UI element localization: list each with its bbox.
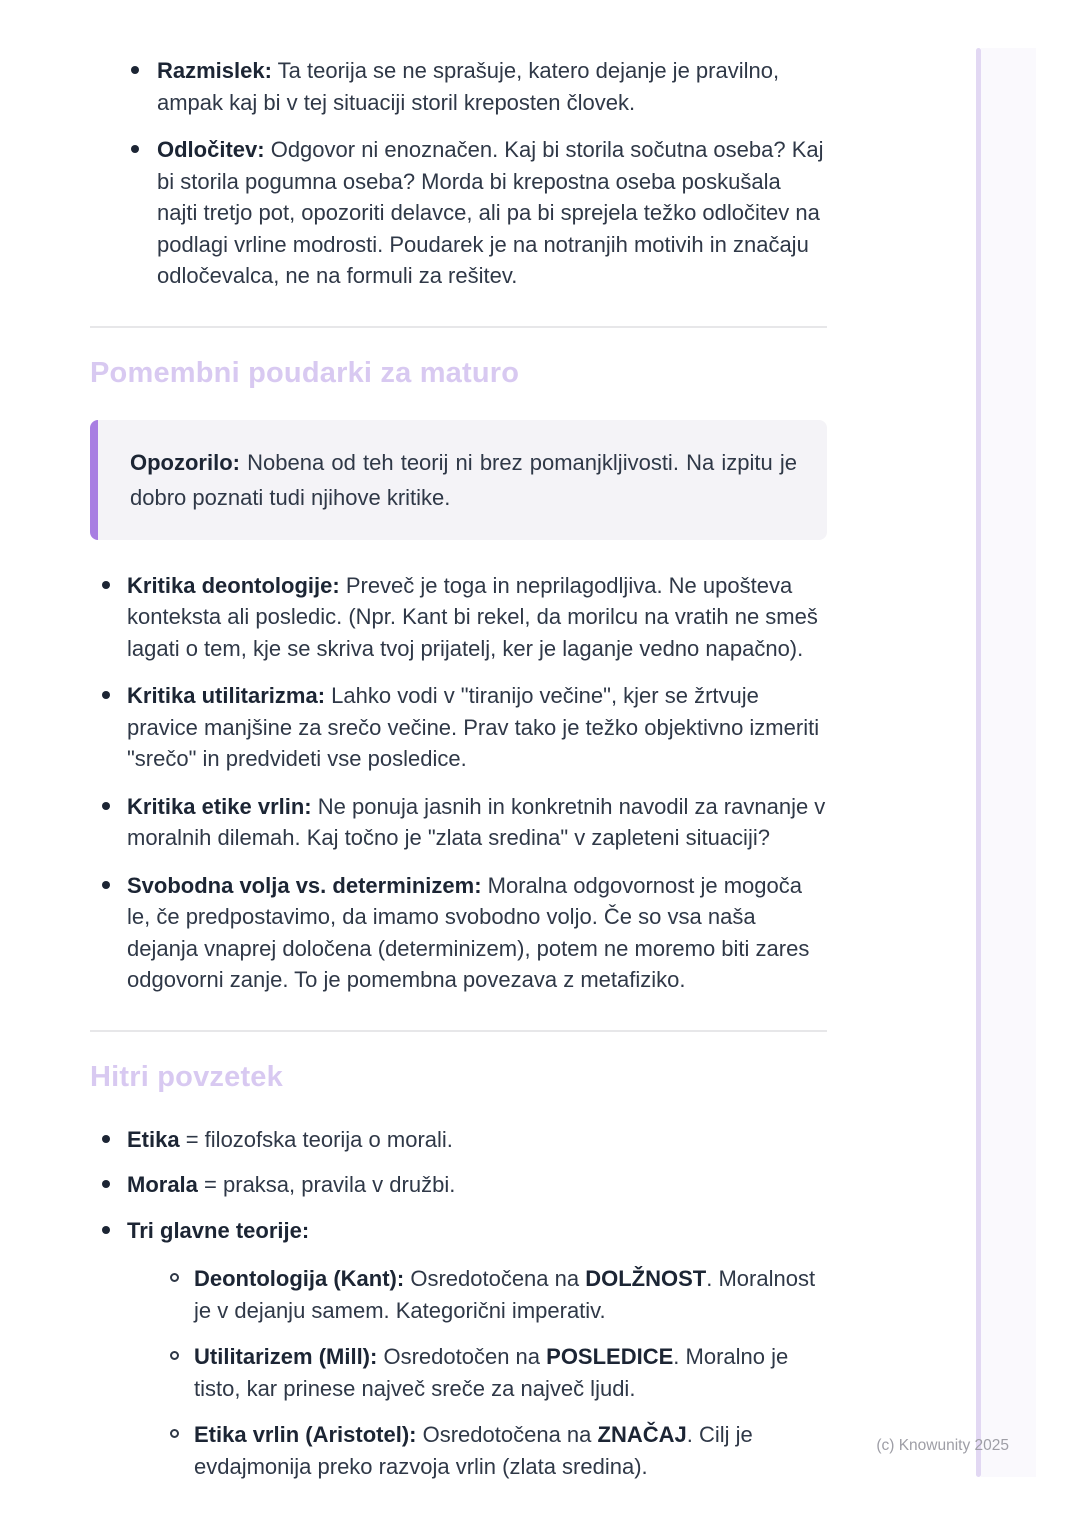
callout-text: Nobena od teh teorij ni brez pomanjkljivosti. Na izpitu je dobro poznati tudi njihove kritike. (130, 449, 797, 510)
section-divider (90, 1030, 827, 1032)
section-title: Hitri povzetek (90, 1060, 283, 1093)
list-item-etika (90, 1124, 827, 1156)
list-item-lead: Utilitarizem (Mill): (194, 1344, 378, 1369)
list-item-kritika-utilitarizma (90, 680, 827, 775)
bullet-icon (102, 1226, 110, 1234)
bullet-icon (102, 691, 110, 699)
bullet-icon (102, 581, 110, 589)
list-item-text: Preveč je toga in neprilagodljiva. Ne upošteva konteksta ali posledic. (Npr. Kant bi rekel, da morilcu na vratih ne smeš lagati o tem, kje se skriva tvoj prijatelj, ker je laganje vedno napačno). (127, 572, 818, 661)
list-item-text: Lahko vodi v "tiranijo večine", kjer se žrtvuje pravice manjšine za srečo večine. Prav tako je težko objektivno izmeriti "srečo" in predvideti vse posledice. (127, 683, 820, 771)
list-item-text: Ta teorija se ne sprašuje, katero dejanje je pravilno, ampak kaj bi v tej situaciji storil kreposten človek. (157, 58, 780, 115)
list-item-kritika-etike-vrlin (90, 791, 827, 854)
list-item-lead: Deontologija (Kant): (194, 1266, 405, 1291)
list-item-tri-glavne-teorije (90, 1215, 827, 1483)
page-edge-panel (981, 48, 1036, 1477)
list-item-text: . Moralno je tisto, kar prinese največ sreče za največ ljudi. (194, 1344, 789, 1401)
bullet-icon (102, 1180, 110, 1188)
circle-bullet-icon (170, 1273, 179, 1282)
bullet-icon (102, 881, 110, 889)
theories-sublist (127, 1263, 827, 1482)
list-item-lead: Kritika etike vrlin: (127, 793, 312, 819)
list-item-lead: Etika (127, 1126, 180, 1152)
list-item-svobodna-volja (90, 870, 827, 996)
list-item-lead: Etika vrlin (Aristotel): (194, 1422, 417, 1447)
callout-lead: Opozorilo: (130, 449, 240, 475)
list-item-lead: Tri glavne teorije: (127, 1217, 310, 1243)
list-item-kritika-deontologije (90, 570, 827, 665)
list-item-text: . Cilj je evdajmonija preko razvoja vrlin (zlata sredina). (194, 1422, 753, 1479)
virtue-ethics-list (90, 55, 827, 292)
list-item-strong: DOLŽNOST (585, 1266, 707, 1291)
page-edge-line (976, 48, 981, 1477)
summary-list (90, 1124, 827, 1483)
list-item-text: = filozofska teorija o morali. (185, 1126, 453, 1152)
section-pomembni-poudarki (90, 356, 827, 996)
circle-bullet-icon (170, 1429, 179, 1438)
list-item-lead: Kritika deontologije: (127, 572, 340, 598)
list-item-text: Osredotočena na (410, 1266, 580, 1291)
list-item-lead: Odločitev: (157, 137, 265, 162)
bullet-icon (131, 145, 139, 153)
list-item-odlocitev (90, 134, 827, 292)
warning-callout (90, 420, 827, 540)
list-item-text: Moralna odgovornost je mogoča le, če predpostavimo, da imamo svobodno voljo. Če so vsa naša dejanja vnaprej določena (determinizem), potem ne moremo biti zares odgovorni zanje. To je pomembna povezava z metafiziko. (127, 872, 810, 992)
criticism-list (90, 570, 827, 996)
section-divider (90, 326, 827, 328)
circle-bullet-icon (170, 1351, 179, 1360)
bullet-icon (102, 1135, 110, 1143)
list-item-deontologija (127, 1263, 827, 1326)
list-item-utilitarizem (127, 1341, 827, 1404)
list-item-lead: Kritika utilitarizma: (127, 683, 326, 708)
list-item-razmislek (90, 55, 827, 118)
list-item-etika-vrlin (127, 1419, 827, 1482)
section-title: Pomembni poudarki za maturo (90, 356, 520, 389)
list-item-text: Osredotočen na (383, 1344, 541, 1369)
section-hitri-povzetek (90, 1060, 827, 1483)
list-item-lead: Razmislek: (157, 58, 272, 83)
list-item-text: . Moralnost je v dejanju samem. Kategorični imperativ. (194, 1266, 816, 1323)
list-item-text: Odgovor ni enoznačen. Kaj bi storila sočutna oseba? Kaj bi storila pogumna oseba? Morda bi krepostna oseba poskušala najti tretjo pot, opozoriti delavce, ali pa bi sprejela težko odločitev na podlagi vrline modrosti. Poudarek je na notranjih motivih in značaju odločevalca, ne na formuli za rešitev. (157, 137, 824, 288)
list-item-text: Osredotočena na (422, 1422, 592, 1447)
list-item-lead: Svobodna volja vs. determinizem: (127, 872, 482, 898)
list-item-text: Ne ponuja jasnih in konkretnih navodil za ravnanje v moralnih dilemah. Kaj točno je "zlata sredina" v zapleteni situaciji? (127, 793, 826, 850)
bullet-icon (102, 802, 110, 810)
bullet-icon (131, 66, 139, 74)
list-item-lead: Morala (127, 1172, 198, 1197)
document-content (90, 0, 827, 1497)
list-item-strong: POSLEDICE (546, 1344, 674, 1369)
list-item-morala (90, 1169, 827, 1201)
list-item-strong: ZNAČAJ (597, 1422, 687, 1447)
copyright-credit: (c) Knowunity 2025 (876, 1437, 1009, 1454)
list-item-text: = praksa, pravila v družbi. (204, 1172, 456, 1197)
